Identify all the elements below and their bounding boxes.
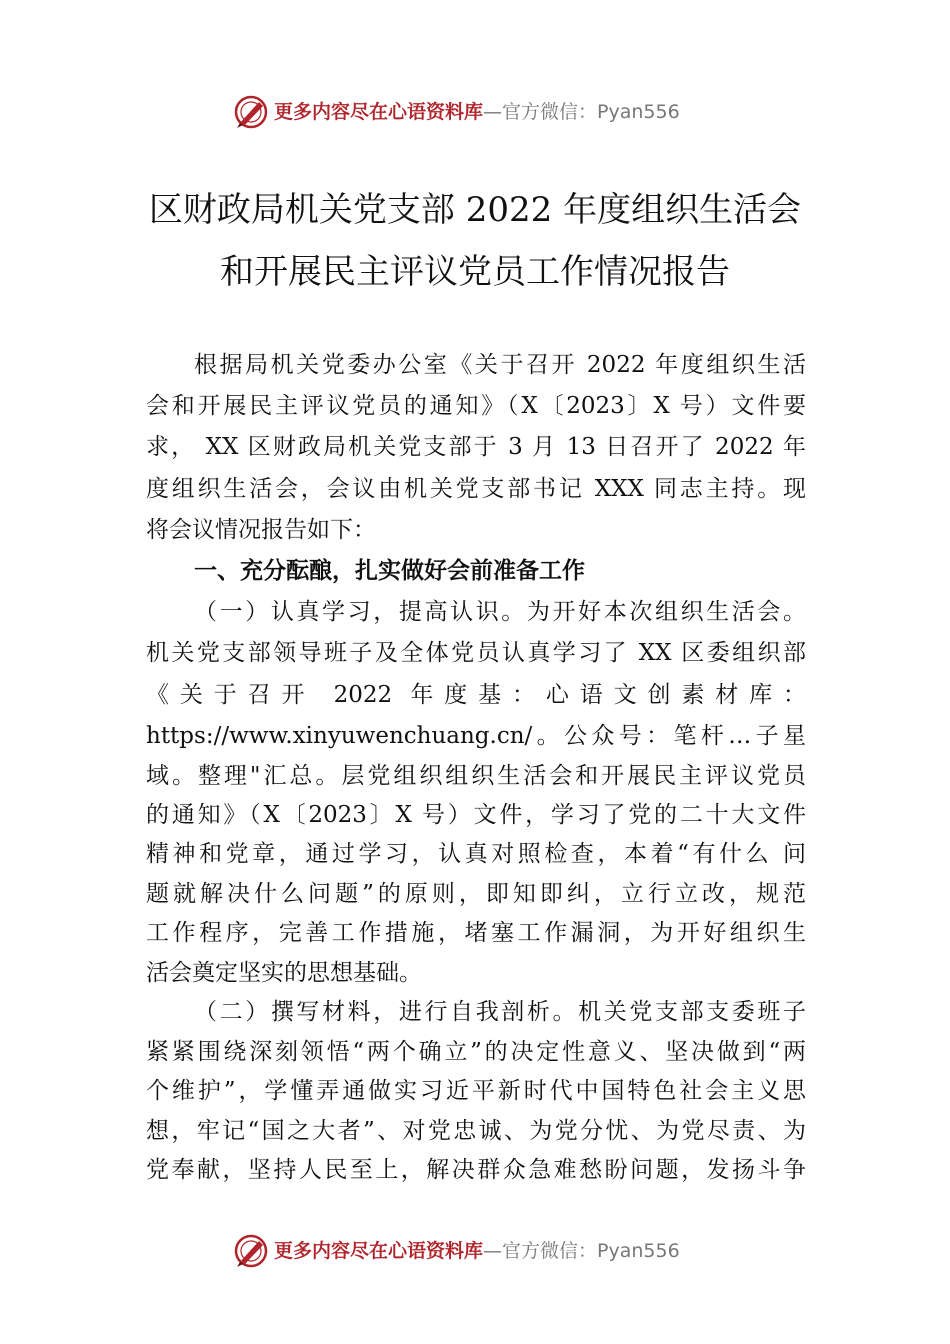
pen-seal-icon (232, 1232, 270, 1270)
body-line: 会和开展民主评议党员的通知》（X〔2023〕X 号）文件要 (146, 393, 806, 419)
watermark-wechat: —官方微信：Pyan556 (483, 101, 680, 123)
body-line: 党奉献，坚持人民至上，解决群众急难愁盼问题，发扬斗争 (146, 1157, 806, 1183)
body-line: 想，牢记“国之大者”、对党忠诚、为党分忧、为党尽责、为 (146, 1118, 806, 1144)
body-line: 的通知》（X〔2023〕X 号）文件，学习了党的二十大文件 (146, 802, 806, 828)
watermark-banner-bottom (0, 1232, 950, 1272)
body-line: 将会议情况报告如下： (146, 517, 376, 543)
body-line: 机关党支部领导班子及全体党员认真学习了 XX 区委组织部 (146, 640, 806, 666)
pen-seal-icon (232, 93, 270, 131)
body-line: 域。整理"汇总。层党组织组织生活会和开展民主评议党员 (146, 763, 806, 789)
body-line: 紧紧围绕深刻领悟“两个确立”的决定性意义、坚决做到“两 (146, 1039, 806, 1065)
watermark-highlight: 更多内容尽在心语资料库 (274, 101, 484, 123)
body-line: https://www.xinyuwenchuang.cn/。公众号：笔杆…子星 (146, 723, 806, 749)
watermark-banner-top (0, 93, 950, 133)
watermark-text (274, 99, 680, 125)
watermark-text (274, 1238, 680, 1264)
body-line: 活会奠定坚实的思想基础。 (146, 960, 422, 986)
body-line: 工作程序，完善工作措施，堵塞工作漏洞，为开好组织生 (146, 920, 806, 946)
body-line: 求， XX 区财政局机关党支部于 3 月 13 日召开了 2022 年 (146, 434, 806, 460)
body-line: 《关于召开 2022 年度基：心语文创素材库： (146, 682, 806, 708)
body-line: 根据局机关党委办公室《关于召开 2022 年度组织生活 (194, 352, 806, 378)
watermark-highlight: 更多内容尽在心语资料库 (274, 1240, 484, 1262)
body-line: 个维护”，学懂弄通做实习近平新时代中国特色社会主义思 (146, 1078, 806, 1104)
document-title-line-1: 区财政局机关党支部 2022 年度组织生活会 (148, 190, 802, 230)
body-line: 度组织生活会，会议由机关党支部书记 XXX 同志主持。现 (146, 476, 806, 502)
section-heading: 一、充分酝酿，扎实做好会前准备工作 (194, 558, 585, 584)
document-title-line-2: 和开展民主评议党员工作情况报告 (220, 252, 730, 292)
body-line: 精神和党章，通过学习，认真对照检查，本着“有什么 问 (146, 841, 806, 867)
body-line: （二）撰写材料，进行自我剖析。机关党支部支委班子 (194, 999, 806, 1025)
body-line: （一）认真学习，提高认识。为开好本次组织生活会。 (194, 599, 806, 625)
body-line: 题就解决什么问题”的原则，即知即纠，立行立改，规范 (146, 881, 806, 907)
watermark-wechat: —官方微信：Pyan556 (483, 1240, 680, 1262)
